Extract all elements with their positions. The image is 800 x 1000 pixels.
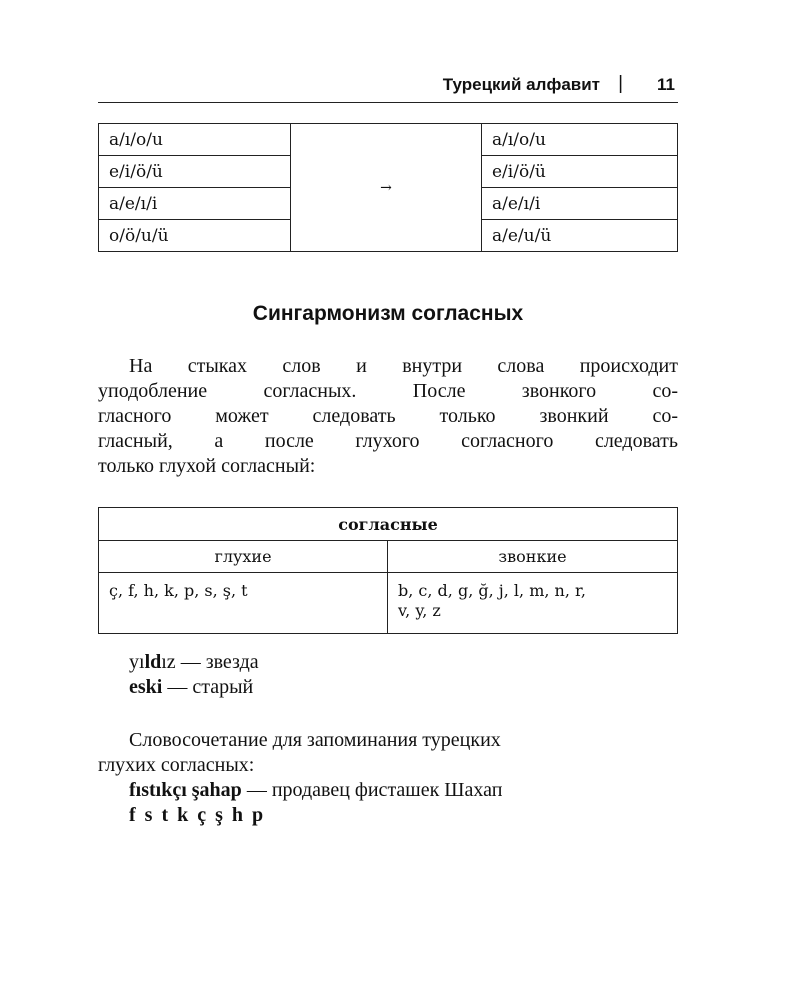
page-number: 11: [657, 75, 675, 94]
arrow-icon: →: [291, 124, 482, 252]
mnemonic-letters: f s t k ç ş h p: [129, 804, 266, 826]
voiced-column-header: звонкие: [388, 541, 678, 573]
body-paragraph: [98, 354, 678, 479]
mnemonic-phrase: fıstıkçı şahap: [129, 779, 242, 801]
vowel-from-cell: a/e/ı/i: [99, 188, 291, 220]
translation: — старый: [162, 676, 254, 698]
paragraph-line: только глухой согласный:: [98, 455, 316, 477]
mnemonic-intro: Словосочетание для запоминания турецких: [129, 729, 501, 751]
mnemonic-intro: глухих согласных:: [98, 754, 255, 776]
consonant-table: [98, 507, 678, 634]
word-part: e: [129, 676, 138, 698]
vowel-from-cell: o/ö/u/ü: [99, 220, 291, 252]
voiceless-consonants-cell: ç, f, h, k, p, s, ş, t: [99, 573, 388, 634]
word-highlight: ld: [144, 651, 162, 673]
vowel-to-cell: a/e/u/ü: [482, 220, 678, 252]
voiced-consonants-cell: [388, 573, 678, 634]
table-row: [99, 573, 678, 634]
vowel-from-cell: a/ı/o/u: [99, 124, 291, 156]
header-separator: |: [618, 73, 623, 94]
voiced-line: v, y, z: [398, 601, 441, 620]
example-item: [129, 650, 689, 675]
examples-list: [129, 650, 689, 700]
word-highlight: sk: [137, 676, 157, 698]
table-header-row: [99, 508, 678, 541]
vowel-harmony-table: [98, 123, 678, 252]
voiceless-column-header: глухие: [99, 541, 388, 573]
vowel-to-cell: e/i/ö/ü: [482, 156, 678, 188]
table-row: [99, 124, 678, 156]
paragraph-line: уподобление согласных. После звонкого со-: [98, 380, 678, 402]
word-part: yı: [129, 651, 145, 673]
section-heading: Сингармонизм согласных: [252, 302, 524, 325]
translation: — звезда: [175, 651, 259, 673]
mnemonic-block: [98, 728, 678, 828]
mnemonic-translation: — продавец фисташек Шахап: [241, 779, 503, 801]
voiced-line: b, c, d, g, ğ, j, l, m, n, r,: [398, 581, 587, 600]
vowel-to-cell: a/ı/o/u: [482, 124, 678, 156]
word-part: ız: [161, 651, 176, 673]
running-head: [98, 72, 678, 103]
table-subheader-row: [99, 541, 678, 573]
paragraph-line: На стыках слов и внутри слова происходит: [129, 355, 678, 377]
table-header: согласные: [99, 508, 678, 541]
vowel-to-cell: a/e/ı/i: [482, 188, 678, 220]
paragraph-line: гласный, а после глухого согласного следовать: [98, 430, 678, 452]
vowel-from-cell: e/i/ö/ü: [99, 156, 291, 188]
mnemonic-phrase-line: [98, 778, 678, 803]
paragraph-line: гласного может следовать только звонкий со-: [98, 405, 678, 427]
word-part: i: [156, 676, 163, 698]
example-item: [129, 675, 689, 700]
chapter-title: Турецкий алфавит: [442, 75, 600, 94]
